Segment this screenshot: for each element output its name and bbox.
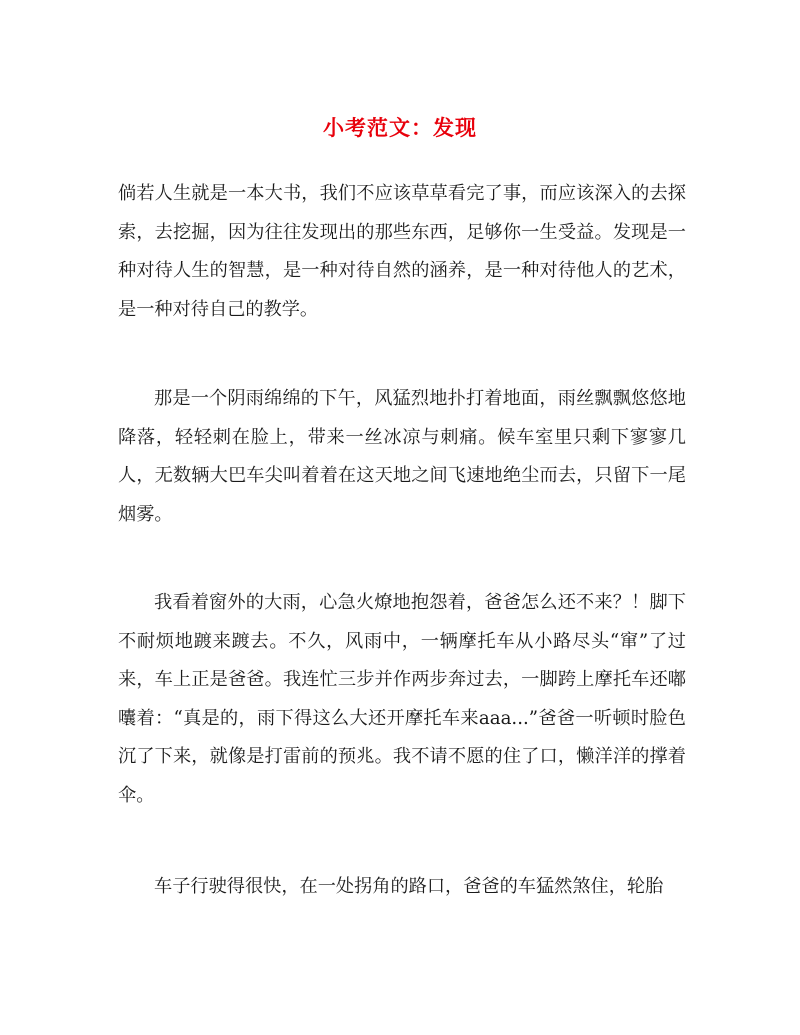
paragraph-intro: 倘若人生就是一本大书，我们不应该草草看完了事，而应该深入的去探索，去挖掘，因为往往发现出的那些东西，足够你一生受益。发现是一种对待人生的智慧，是一种对待自然的涵养，是一种对待他人的艺术，是一种对待自己的教学。 [118,183,686,320]
paragraph-rainy-afternoon: 那是一个阴雨绵绵的下午，风猛烈地扑打着地面，雨丝飘飘悠悠地降落，轻轻刺在脸上，带来一丝冰凉与刺痛。候车室里只剩下寥寥几人，无数辆大巴车尖叫着着在这天地之间飞速地绝尘而去，只留下一尾烟雾。 [118,388,686,525]
paragraph-ride: 车子行驶得很快，在一处拐角的路口，爸爸的车猛然煞住，轮胎 [154,876,664,897]
document-title: 小考范文：发现 [323,115,477,140]
paragraph-waiting-for-dad: 我看着窗外的大雨，心急火燎地抱怨着，爸爸怎么还不来？！脚下不耐烦地踱来踱去。不久，风雨中，一辆摩托车从小路尽头“窜”了过来，车上正是爸爸。我连忙三步并作两步奔过去，一脚跨上摩托车还嘟囔着：“真是的，雨下得这么大还开摩托车来aaa...”爸爸一听顿时脸色沉了下来，就像是打雷前的预兆。我不请不愿的住了口，懒洋洋的撑着伞。 [118,592,686,806]
